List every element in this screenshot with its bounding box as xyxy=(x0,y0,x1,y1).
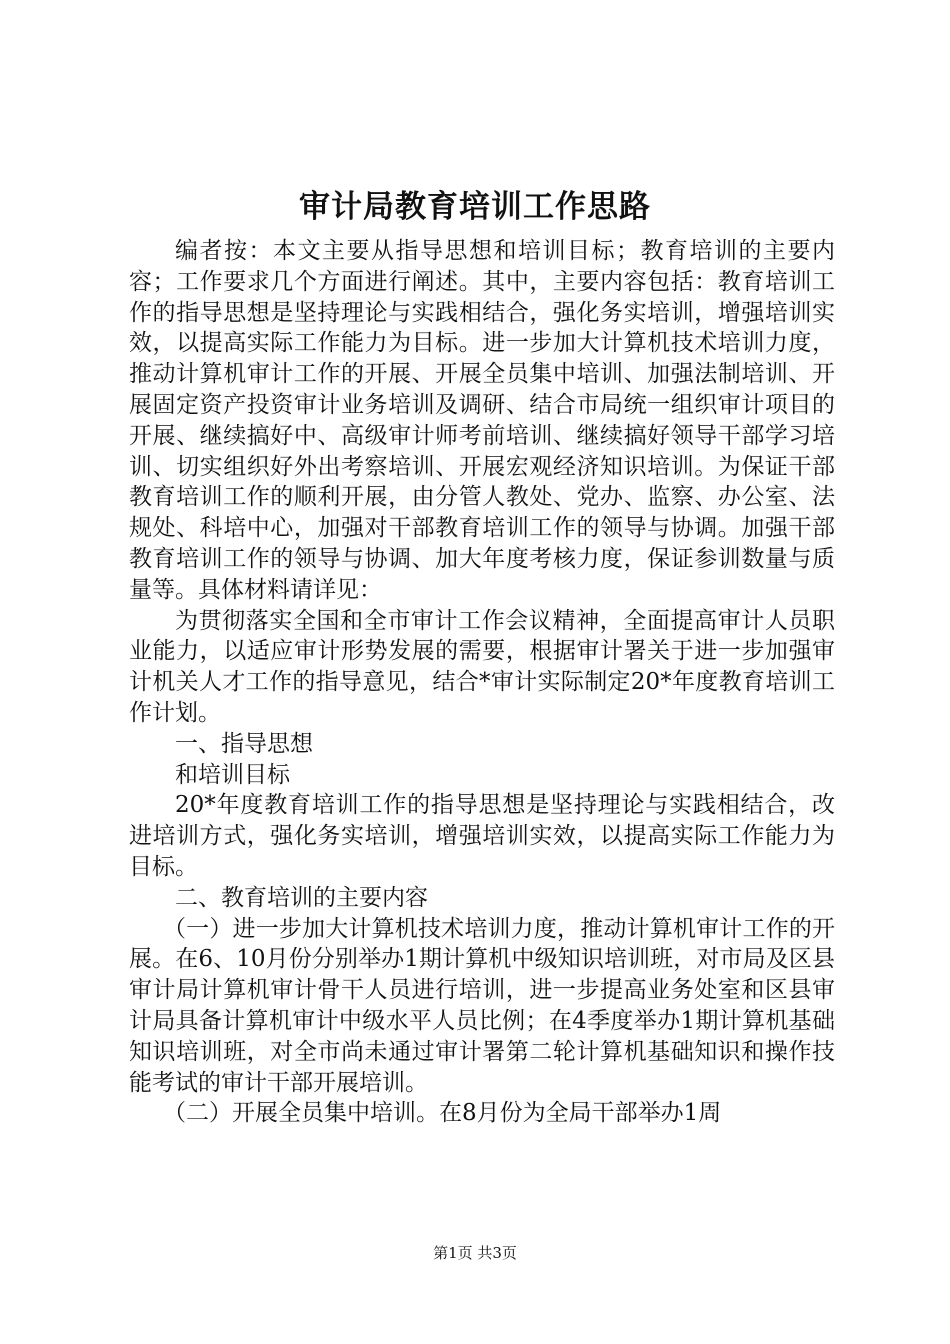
document-title: 审计局教育培训工作思路 xyxy=(299,189,651,225)
section-heading-1-continued: 和培训目标 xyxy=(175,761,290,788)
intro-paragraph: 为贯彻落实全国和全市审计工作会议精神，全面提高审计人员职业能力，以适应审计形势发展的需要，根据审计署关于进一步加强审计机关人才工作的指导意见，结合*审计实际制定20*年度教育培训工作计划。 xyxy=(129,607,835,726)
page-number-footer: 第1页 共3页 xyxy=(433,1244,517,1262)
section-heading-1: 一、指导思想 xyxy=(175,730,313,757)
guiding-ideology-paragraph: 20*年度教育培训工作的指导思想是坚持理论与实践相结合，改进培训方式，强化务实培训，增强培训实效，以提高实际工作能力为目标。 xyxy=(129,792,835,880)
item-1-paragraph: （一）进一步加大计算机技术培训力度，推动计算机审计工作的开展。在6、10月份分别举办1期计算机中级知识培训班，对市局及区县审计局计算机审计骨干人员进行培训，进一步提高业务处室和区县审计局具备计算机审计中级水平人员比例；在4季度举办1期计算机基础知识培训班，对全市尚未通过审计署第二轮计算机基础知识和操作技能考试的审计干部开展培训。 xyxy=(129,915,835,1096)
section-heading-2: 二、教育培训的主要内容 xyxy=(175,884,428,911)
document-body xyxy=(129,236,835,1129)
item-2-paragraph: （二）开展全员集中培训。在8月份为全局干部举办1周 xyxy=(163,1100,722,1127)
editor-note-paragraph: 编者按：本文主要从指导思想和培训目标；教育培训的主要内容；工作要求几个方面进行阐述。其中，主要内容包括：教育培训工作的指导思想是坚持理论与实践相结合，强化务实培训，增强培训实效，以提高实际工作能力为目标。进一步加大计算机技术培训力度，推动计算机审计工作的开展、开展全员集中培训、加强法制培训、开展固定资产投资审计业务培训及调研、结合市局统一组织审计项目的开展、继续搞好中、高级审计师考前培训、继续搞好领导干部学习培训、切实组织好外出考察培训、开展宏观经济知识培训。为保证干部教育培训工作的顺利开展，由分管人教处、党办、监察、办公室、法规处、科培中心，加强对干部教育培训工作的领导与协调。加强干部教育培训工作的领导与协调、加大年度考核力度，保证参训数量与质量等。具体材料请详见： xyxy=(129,238,835,603)
